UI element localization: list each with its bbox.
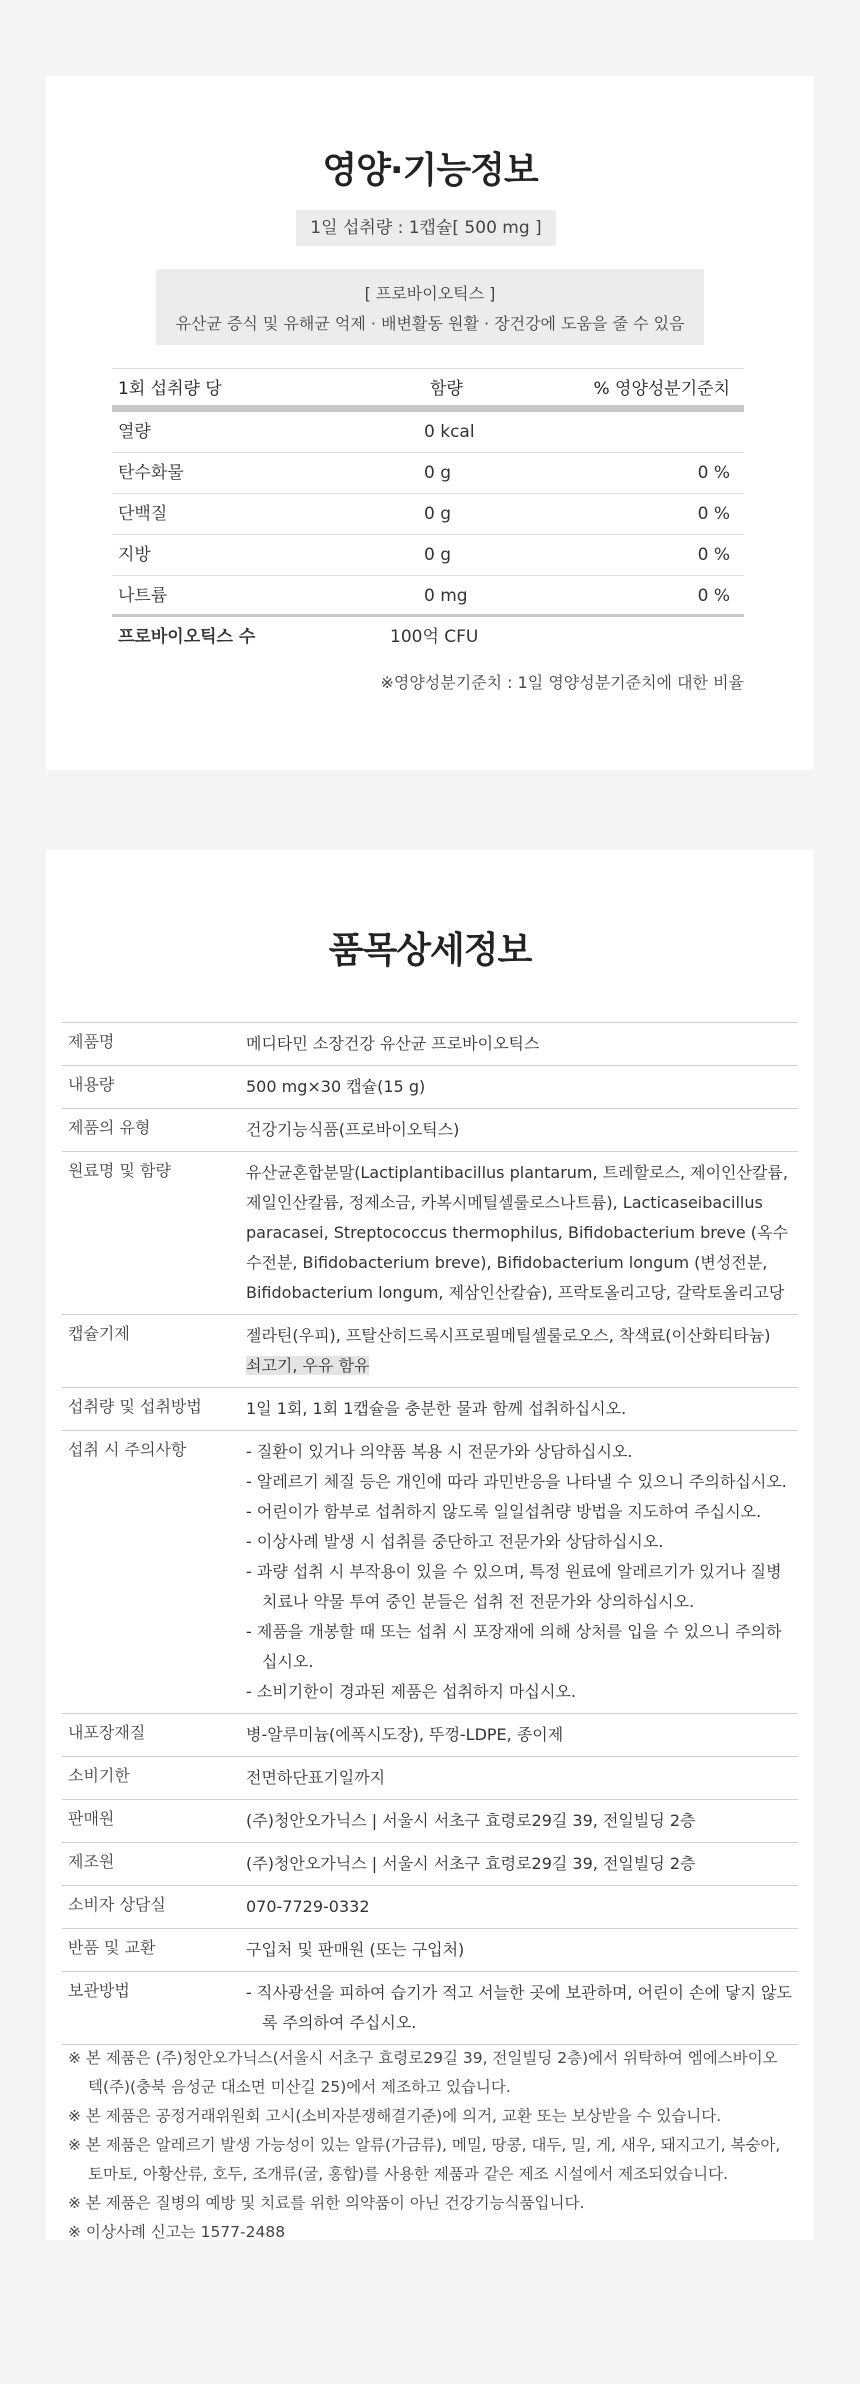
caution-item: - 소비기한이 경과된 제품은 섭취하지 마십시오. bbox=[246, 1682, 576, 1701]
detail-row-expiry bbox=[62, 1757, 798, 1800]
row-amount: 0 g bbox=[424, 463, 452, 483]
row-amount: 0 mg bbox=[424, 586, 468, 606]
note-item: ※ 본 제품은 공정거래위원회 고시(소비자분쟁해결기준)에 의거, 교환 또는 보상받을 수 있습니다. bbox=[68, 2107, 722, 2125]
detail-value: 070-7729-0332 bbox=[246, 1897, 370, 1916]
detail-value: 1일 1회, 1회 1캡슐을 충분한 물과 함께 섭취하십시오. bbox=[246, 1399, 627, 1418]
caution-item: - 질환이 있거나 의약품 복용 시 전문가와 상담하십시오. bbox=[246, 1442, 633, 1461]
nutrition-table-header bbox=[112, 368, 744, 412]
detail-value bbox=[246, 1431, 798, 1713]
detail-row-volume bbox=[62, 1066, 798, 1109]
nutrition-row-fat bbox=[112, 535, 744, 576]
detail-value: 건강기능식품(프로바이오틱스) bbox=[246, 1120, 460, 1139]
row-amount: 100억 CFU bbox=[390, 627, 479, 647]
detail-row-capsule bbox=[62, 1315, 798, 1388]
row-name: 프로바이오틱스 수 bbox=[118, 627, 256, 647]
allergen-highlight: 쇠고기, 우유 함유 bbox=[246, 1356, 370, 1375]
detail-value: 구입처 및 판매원 (또는 구입처) bbox=[246, 1940, 465, 1959]
header-name: 1회 섭취량 당 bbox=[118, 379, 222, 399]
detail-row-product-name bbox=[62, 1023, 798, 1066]
header-percent: % 영양성분기준치 bbox=[593, 379, 730, 399]
detail-label: 보관방법 bbox=[68, 1981, 130, 2000]
detail-label: 원료명 및 함량 bbox=[68, 1161, 171, 1180]
detail-card bbox=[46, 850, 814, 2240]
nutrition-row-sodium bbox=[112, 576, 744, 617]
row-amount: 0 g bbox=[424, 504, 452, 524]
detail-value: 유산균혼합분말(Lactiplantibacillus plantarum, 트레할로스, 제이인산칼륨, 제일인산칼륨, 정제소금, 카복시메틸셀룰로스나트륨), Lacticaseibacillus paracasei, Streptococcus thermophilus, Bifidobacterium breve (옥수수전분, Bifidobacterium breve), Bifidobacterium longum (변성전분, Bifidobacterium longum, 제삼인산칼슘), 프락토올리고당, 갈락토올리고당 bbox=[246, 1163, 788, 1302]
row-name: 열량 bbox=[118, 422, 151, 442]
caution-item: - 과량 섭취 시 부작용이 있을 수 있으며, 특정 원료에 알레르기가 있거나 질병 치료나 약물 투여 중인 분들은 섭취 전 전문가와 상의하십시오. bbox=[246, 1562, 782, 1611]
function-box bbox=[156, 269, 704, 345]
detail-label: 섭취 시 주의사항 bbox=[68, 1440, 187, 1459]
function-title: [ 프로바이오틱스 ] bbox=[364, 284, 496, 303]
detail-label: 섭취량 및 섭취방법 bbox=[68, 1397, 202, 1416]
detail-value bbox=[246, 1315, 798, 1387]
detail-value bbox=[246, 1972, 798, 2044]
detail-row-caution bbox=[62, 1431, 798, 1714]
detail-title: 품목상세정보 bbox=[328, 930, 532, 971]
detail-label: 제조원 bbox=[68, 1852, 115, 1871]
detail-row-type bbox=[62, 1109, 798, 1152]
detail-label: 제품명 bbox=[68, 1032, 115, 1051]
detail-row-packaging bbox=[62, 1714, 798, 1757]
note-item: ※ 본 제품은 질병의 예방 및 치료를 위한 의약품이 아닌 건강기능식품입니다. bbox=[68, 2194, 585, 2212]
nutrition-row-protein bbox=[112, 494, 744, 535]
detail-value: 전면하단표기일까지 bbox=[246, 1768, 386, 1787]
nutrition-row-carbs bbox=[112, 453, 744, 494]
detail-notes bbox=[68, 2044, 788, 2247]
note-item: ※ 본 제품은 (주)청안오가닉스(서울시 서초구 효령로29길 39, 전일빌딩 2층)에서 위탁하여 엠에스바이오텍(주)(충북 음성군 대소면 미산길 25)에서 제조하고 있습니다. bbox=[68, 2049, 778, 2096]
nutrition-title: 영양·기능정보 bbox=[322, 150, 538, 191]
row-name: 지방 bbox=[118, 545, 151, 565]
detail-row-seller bbox=[62, 1800, 798, 1843]
detail-label: 내포장재질 bbox=[68, 1723, 146, 1742]
row-name: 탄수화물 bbox=[118, 463, 184, 483]
detail-label: 반품 및 교환 bbox=[68, 1938, 156, 1957]
function-desc: 유산균 증식 및 유해균 억제 · 배변활동 원활 · 장건강에 도움을 줄 수 있음 bbox=[175, 314, 685, 333]
detail-row-maker bbox=[62, 1843, 798, 1886]
detail-value: 병-알루미늄(에폭시도장), 뚜껑-LDPE, 종이제 bbox=[246, 1725, 564, 1744]
detail-value: (주)청안오가닉스 | 서울시 서초구 효령로29길 39, 전일빌딩 2층 bbox=[246, 1854, 696, 1873]
detail-value: (주)청안오가닉스 | 서울시 서초구 효령로29길 39, 전일빌딩 2층 bbox=[246, 1811, 696, 1830]
detail-row-refund bbox=[62, 1929, 798, 1972]
row-name: 단백질 bbox=[118, 504, 168, 524]
nutrition-row-probiotics bbox=[112, 617, 744, 658]
nutrition-card bbox=[46, 76, 814, 770]
row-percent: 0 % bbox=[697, 545, 730, 565]
row-name: 나트륨 bbox=[118, 586, 168, 606]
detail-row-ingredients bbox=[62, 1152, 798, 1315]
detail-value: 메디타민 소장건강 유산균 프로바이오틱스 bbox=[246, 1034, 540, 1053]
detail-label: 판매원 bbox=[68, 1809, 115, 1828]
caution-item: - 이상사례 발생 시 섭취를 중단하고 전문가와 상담하십시오. bbox=[246, 1532, 664, 1551]
nutrition-footnote: ※영양성분기준치 : 1일 영양성분기준치에 대한 비율 bbox=[380, 673, 744, 692]
detail-label: 캡슐기제 bbox=[68, 1324, 130, 1343]
detail-row-contact bbox=[62, 1886, 798, 1929]
detail-label: 소비기한 bbox=[68, 1766, 130, 1785]
row-percent: 0 % bbox=[697, 504, 730, 524]
storage-item: - 직사광선을 피하여 습기가 적고 서늘한 곳에 보관하며, 어린이 손에 닿지 않도록 주의하여 주십시오. bbox=[246, 1983, 792, 2032]
note-item: ※ 이상사례 신고는 1577-2488 bbox=[68, 2223, 286, 2241]
caution-item: - 알레르기 체질 등은 개인에 따라 과민반응을 나타낼 수 있으니 주의하십시오. bbox=[246, 1472, 787, 1491]
row-percent: 0 % bbox=[697, 586, 730, 606]
row-percent: 0 % bbox=[697, 463, 730, 483]
detail-value: 500 mg×30 캡슐(15 g) bbox=[246, 1077, 426, 1096]
detail-label: 내용량 bbox=[68, 1075, 115, 1094]
caution-item: - 어린이가 함부로 섭취하지 않도록 일일섭취량 방법을 지도하여 주십시오. bbox=[246, 1502, 762, 1521]
detail-table bbox=[62, 1022, 798, 2045]
nutrition-row-calories bbox=[112, 412, 744, 453]
nutrition-table bbox=[112, 368, 744, 658]
header-amount: 함량 bbox=[430, 379, 463, 399]
detail-row-method bbox=[62, 1388, 798, 1431]
note-item: ※ 본 제품은 알레르기 발생 가능성이 있는 알류(가금류), 메밀, 땅콩, 대두, 밀, 게, 새우, 돼지고기, 복숭아, 토마토, 아황산류, 호두, 조개류(굴, 홍합)를 사용한 제품과 같은 제조 시설에서 제조되었습니다. bbox=[68, 2136, 781, 2183]
intake-badge: 1일 섭취량 : 1캡슐[ 500 mg ] bbox=[296, 210, 556, 246]
row-amount: 0 g bbox=[424, 545, 452, 565]
detail-label: 제품의 유형 bbox=[68, 1118, 151, 1137]
detail-label: 소비자 상담실 bbox=[68, 1895, 166, 1914]
detail-row-storage bbox=[62, 1972, 798, 2045]
capsule-material: 젤라틴(우피), 프탈산히드록시프로필메틸셀룰로오스, 착색료(이산화티타늄) bbox=[246, 1326, 771, 1345]
caution-item: - 제품을 개봉할 때 또는 섭취 시 포장재에 의해 상처를 입을 수 있으니 주의하십시오. bbox=[246, 1622, 782, 1671]
row-amount: 0 kcal bbox=[424, 422, 475, 442]
